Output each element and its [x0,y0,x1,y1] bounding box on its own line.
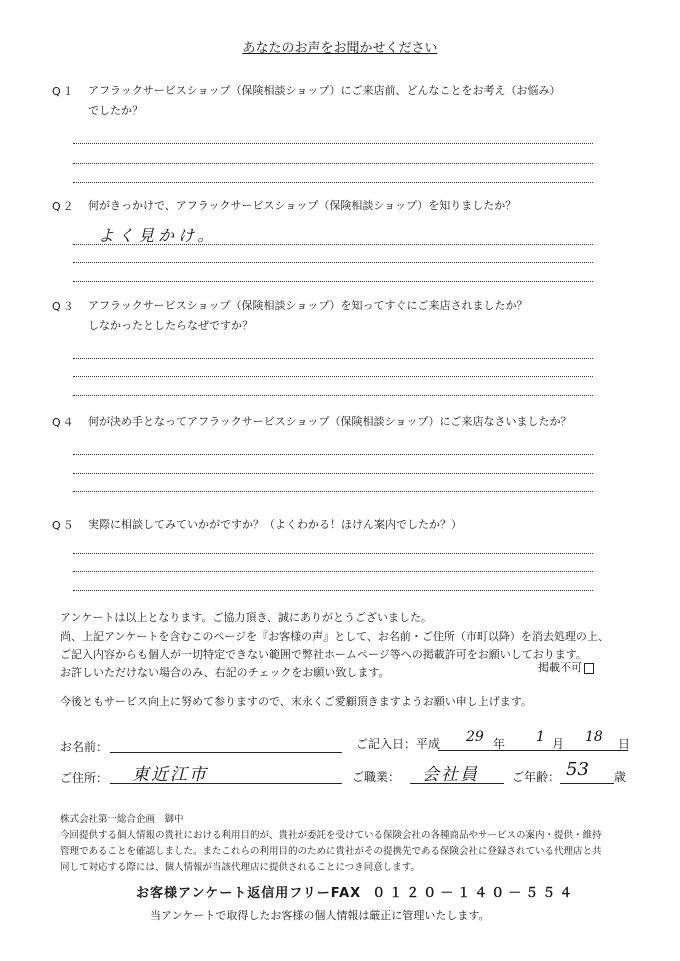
age-label: ご年齢： [512,770,561,784]
date-label: ご記入日：平成 [356,737,441,751]
date-field-line [438,750,628,751]
answer-line[interactable] [73,590,593,591]
answer-line[interactable] [73,143,593,144]
question-1-text: アフラックサービスショップ（保険相談ショップ）にご来店前、どんなことをお考え（お悩み） [88,84,561,97]
question-4-text: 何が決め手となってアフラックサービスショップ（保険相談ショップ）にご来店なさいましたか？ [88,415,572,428]
publish-refusal-checkbox[interactable] [538,659,594,675]
answer-line[interactable] [73,553,593,554]
name-field[interactable] [110,752,342,753]
answer-line[interactable] [73,358,593,359]
publish-refusal-label: 掲載不可 [538,661,582,674]
answer-line[interactable] [73,491,593,492]
closing-line-5: 今後ともサービス向上に努めて参りますので、末永くご愛顧頂きますようお願い申し上げます。 [60,695,532,708]
question-3-text-line2: しなかったとしたらなぜですか？ [88,319,253,332]
question-5-label: Q５ [52,519,76,532]
closing-line-1: アンケートは以上となります。ご協力頂き、誠にありがとうございました。 [60,611,433,624]
question-5-text: 実際に相談してみていかがですか？（よくわかる！ほけん案内でしたか？） [88,518,462,531]
closing-line-3: ご記入内容からも個人が一切特定できない範囲で弊社ホームページ等への掲載許可をお願いしております。 [60,648,587,661]
answer-line[interactable] [73,244,593,245]
question-3-label: Q３ [52,300,76,313]
answer-line[interactable] [73,281,593,282]
age-value[interactable]: 53 [566,759,589,780]
fax-number[interactable]: ０１２０－１４０－５５４ [372,886,577,901]
question-1-label: Q１ [52,85,76,98]
occupation-label: ご職業： [352,770,401,784]
fax-label: お客様アンケート返信用フリーFAX [136,886,362,901]
month-unit: 月 [552,737,565,751]
address-value[interactable]: 東近江市 [132,765,208,785]
fax-line [136,882,576,901]
privacy-line-3: 同して対応する際には、個人情報が当該代理店に提供されることにつき同意します。 [60,862,421,873]
date-month-value[interactable]: 1 [536,729,545,745]
privacy-line-1: 今回提供する個人情報の貴社における利用目的が、貴社が委託を受けている保険会社の各種商品やサービスの案内・提供・維持 [60,830,602,841]
occupation-value[interactable]: 会社員 [422,765,479,785]
question-2-label: Q２ [52,200,76,213]
question-3-text: アフラックサービスショップ（保険相談ショップ）を知ってすぐにご来店されましたか？ [88,299,528,312]
page-title: あなたのお声をお聞かせください [242,41,438,56]
question-4-label: Q４ [52,416,76,429]
privacy-notice: 当アンケートで取得したお客様の個人情報は厳正に管理いたします。 [150,909,490,922]
date-day-value[interactable]: 18 [585,729,603,745]
answer-line[interactable] [73,395,593,396]
privacy-line-2: 管理であることを確認しました。またこれらの利用目的のために貴社がその提携先である保険会社に登録されている代理店と共 [60,846,602,857]
answer-line[interactable] [73,163,593,164]
closing-line-2: 尚、上記アンケートを含むこのページを『お客様の声』として、お名前・ご住所（市町以降）を消去処理の上、 [60,630,609,643]
checkbox-icon[interactable] [584,663,594,674]
question-1-text-line2: でしたか？ [88,104,143,117]
question-2-answer[interactable]: よく見かけ。 [98,226,218,245]
age-field-line [560,783,614,784]
year-unit: 年 [493,737,506,751]
answer-line[interactable] [73,473,593,474]
answer-line[interactable] [73,182,593,183]
answer-line[interactable] [73,376,593,377]
answer-line[interactable] [73,571,593,572]
date-year-value[interactable]: 29 [466,729,484,745]
name-label: お名前： [60,740,109,754]
address-label: ご住所： [60,771,109,785]
answer-line[interactable] [73,262,593,263]
age-unit: 歳 [614,770,627,784]
closing-line-4: お許しいただけない場合のみ、右記のチェックをお願い致します。 [60,666,390,679]
day-unit: 日 [618,737,631,751]
question-2-text: 何がきっかけで、アフラックサービスショップ（保険相談ショップ）を知りましたか？ [88,199,517,212]
answer-line[interactable] [73,454,593,455]
company-name: 株式会社第一総合企画 御中 [60,814,184,825]
